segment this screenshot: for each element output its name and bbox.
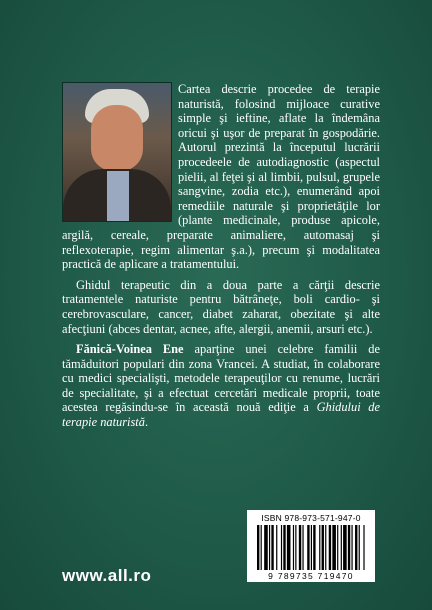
barcode-stripe: [293, 525, 294, 570]
blurb-paragraph-1: Cartea descrie procedee de terapie naturistă, folosind mijloace curative simple şi ieftine, aflate la îndemâna oricui şi uşor de preparat în gospodărie. Autorul prezintă la începutul lucrării procedeele de autodiagnostic (aspectul pielii, al feţei şi al limbii, pulsul, grupele sangvine, zodia etc.), enumerând apoi remediile naturale şi proprietăţile lor (plante medicinale, produse apicole, argilă, cereale, preparate animaliere, automasaj şi reflexoterapie, regim alimentar ş.a.), precum şi modalitatea practică de aplicare a tratamentului.: [62, 82, 380, 272]
book-title: Ghidului de terapie naturistă: [62, 400, 380, 430]
barcode-stripe: [271, 525, 273, 570]
publisher-website: www.all.ro: [62, 566, 152, 585]
barcode-stripe: [261, 525, 262, 570]
blurb-paragraph-3: [62, 342, 380, 430]
barcode-stripe: [299, 525, 301, 570]
barcode-stripe: [313, 525, 315, 570]
barcode-stripe: [257, 525, 259, 570]
barcode-stripe: [341, 525, 342, 570]
blurb-paragraph-2: Ghidul terapeutic din a doua parte a cărţii descrie tratamentele naturiste pentru bătrâneţe, boli cardio- şi cerebrovasculare, cancer, diabet zaharat, obezitate şi alte afecţiuni (abces dentar, acnee, afte, alergii, anemii, arsuri etc.).: [62, 277, 380, 336]
author-name: Fănică-Voinea Ene: [76, 342, 184, 357]
barcode-stripe: [332, 525, 336, 570]
barcode-stripe: [351, 525, 352, 570]
barcode-stripe: [281, 525, 282, 570]
barcode-stripe: [269, 525, 270, 570]
isbn-label: ISBN 978-973-571-947-0: [261, 513, 361, 523]
barcode-stripe: [276, 525, 277, 570]
barcode-stripe: [311, 525, 312, 570]
photo-spacer: [62, 82, 178, 225]
blurb-text: [62, 82, 380, 430]
barcode-stripe: [287, 525, 291, 570]
barcode-stripe: [343, 525, 347, 570]
barcode-digits: 9 789735 719470: [268, 571, 354, 581]
bio-end: .: [144, 415, 149, 430]
barcode-stripe: [283, 525, 285, 570]
barcode-stripe: [302, 525, 303, 570]
barcode-stripe: [307, 525, 309, 570]
barcode-stripe: [319, 525, 320, 570]
barcode-stripe: [348, 525, 350, 570]
barcode-stripe: [322, 525, 324, 570]
barcode-stripe: [329, 525, 331, 570]
barcode-stripe: [355, 525, 357, 570]
barcode-stripe: [337, 525, 338, 570]
barcode-stripe: [325, 525, 326, 570]
barcode-bars: [257, 525, 367, 570]
barcode-stripe: [264, 525, 268, 570]
barcode-box: [247, 510, 375, 582]
barcode-stripe: [363, 525, 364, 570]
author-bio: aparţine unei celebre familii de tămăduitori populari din zona Vrancei. A studiat, în colaborare cu medici specialişti, metodele terapeuţilor cu renume, lucrări de specialitate, şi a efectuat cercetări medicale proprii, toate acestea regăsindu-se în această nouă ediţie a: [62, 342, 380, 415]
barcode-stripe: [359, 525, 360, 570]
barcode-stripe: [295, 525, 296, 570]
